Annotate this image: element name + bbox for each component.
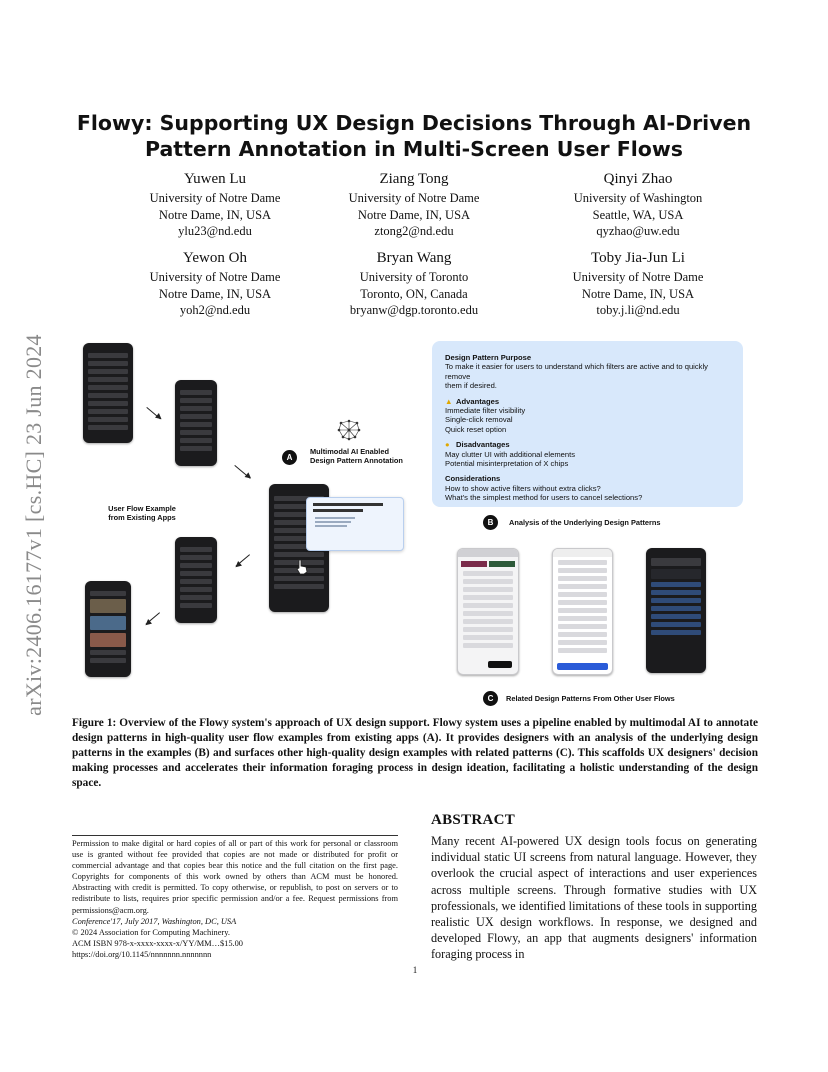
- user-flow-screenshot: [175, 537, 217, 623]
- abstract-heading: ABSTRACT: [431, 812, 516, 828]
- related-label: Related Design Patterns From Other User Flows: [506, 694, 675, 703]
- author-affiliation: University of Notre Dame: [149, 191, 281, 205]
- author-location: Toronto, ON, Canada: [360, 286, 468, 301]
- author-block: [100, 249, 330, 319]
- title-line-2: Pattern Annotation in Multi-Screen User Flows: [145, 137, 683, 161]
- author-affiliation: University of Notre Dame: [572, 270, 704, 284]
- author-location: Notre Dame, IN, USA: [357, 207, 471, 222]
- analysis-label: Analysis of the Underlying Design Patterns: [509, 518, 661, 527]
- author-affiliation: University of Washington: [573, 191, 703, 205]
- author-location: Notre Dame, IN, USA: [158, 286, 272, 301]
- author-location: Seattle, WA, USA: [592, 207, 684, 222]
- permission-footnote: [72, 838, 398, 960]
- author-email[interactable]: toby.j.li@nd.edu: [596, 303, 680, 317]
- figure-caption: Figure 1: Overview of the Flowy system's approach of UX design support. Flowy system uses a pipeline enabled by multimodal AI to annotate design patterns in high-quality user flow examples from existing apps (A). It provides designers with an analysis of the underlying design patterns in the examples (B) and surfaces other high-quality design examples with related patterns (C). This scaffolds UX designers' decision making processes and accelerates their information foraging process in design ideation, facilitating a holistic understanding of the design space.: [72, 717, 758, 789]
- author-email[interactable]: qyzhao@uw.edu: [596, 224, 680, 238]
- author-block: [100, 170, 330, 240]
- arxiv-side-identifier: arXiv:2406.16177v1 [cs.HC] 23 Jun 2024: [21, 334, 46, 716]
- author-email[interactable]: yoh2@nd.edu: [179, 303, 251, 317]
- considerations-heading: Considerations: [445, 474, 501, 484]
- advantage-item: Single-click removal: [445, 415, 513, 425]
- purpose-text: them if desired.: [445, 381, 497, 391]
- author-name: Qinyi Zhao: [603, 171, 673, 187]
- disadvantage-item: Potential misinterpretation of X chips: [445, 459, 569, 469]
- consideration-item: What's the simplest method for users to cancel selections?: [445, 493, 643, 503]
- related-badge-c: C: [483, 691, 498, 706]
- copyright-text: © 2024 Association for Computing Machinery.: [72, 927, 230, 937]
- author-name: Toby Jia-Jun Li: [591, 250, 685, 266]
- design-pattern-analysis-panel: [432, 341, 743, 507]
- purpose-text: To make it easier for users to understand which filters are active and to quickly remove: [445, 362, 708, 381]
- author-name: Yuwen Lu: [183, 171, 247, 187]
- user-flow-label: User Flow Example from Existing Apps: [108, 504, 176, 522]
- annotation-label: Multimodal AI Enabled Design Pattern Annotation: [310, 447, 403, 465]
- thumbs-up-icon: ▲: [445, 396, 453, 406]
- pointer-hand-icon: [295, 559, 309, 575]
- isbn-text: ACM ISBN 978-x-xxxx-xxxx-x/YY/MM…$15.00: [72, 938, 243, 948]
- conference-info: Conference'17, July 2017, Washington, DC, USA: [72, 916, 237, 926]
- advantage-item: Immediate filter visibility: [445, 406, 526, 416]
- author-affiliation: University of Notre Dame: [348, 191, 480, 205]
- related-example-screenshot: [646, 548, 706, 673]
- flow-arrow-icon: [236, 554, 250, 566]
- author-block: [523, 249, 753, 319]
- related-example-screenshot: [552, 548, 613, 675]
- neural-network-icon: [337, 419, 361, 441]
- teaser-figure: [72, 337, 758, 707]
- author-email[interactable]: ztong2@nd.edu: [374, 224, 454, 238]
- author-block: [299, 249, 529, 319]
- analysis-badge-b: B: [483, 515, 498, 530]
- author-name: Ziang Tong: [379, 171, 449, 187]
- author-location: Notre Dame, IN, USA: [158, 207, 272, 222]
- flow-arrow-icon: [146, 407, 160, 419]
- user-flow-screenshot: [175, 380, 217, 466]
- author-email[interactable]: bryanw@dgp.toronto.edu: [349, 303, 479, 317]
- author-name: Yewon Oh: [183, 250, 247, 266]
- flow-arrow-icon: [234, 465, 250, 479]
- author-affiliation: University of Toronto: [359, 270, 469, 284]
- author-location: Notre Dame, IN, USA: [581, 286, 695, 301]
- doi-link[interactable]: https://doi.org/10.1145/nnnnnnn.nnnnnnn: [72, 949, 212, 959]
- page-number: 1: [412, 965, 418, 975]
- user-flow-screenshot: [85, 581, 131, 677]
- author-affiliation: University of Notre Dame: [149, 270, 281, 284]
- related-example-screenshot: [457, 548, 519, 675]
- advantages-heading: Advantages: [456, 396, 500, 406]
- permission-text: Permission to make digital or hard copies of all or part of this work for personal or classroom use is granted without fee provided that copies are not made or distributed for profit or commercial advantage and that copies bear this notice and the full citation on the first page. Copyrights for components of this work owned by others than ACM must be honored. Abstracting with credit is permitted. To copy otherwise, or republish, to post on servers or to redistribute to lists, requires prior specific permission and/or a fee. Request permissions from permissions@acm.org.: [72, 839, 398, 915]
- paper-title: [60, 110, 768, 162]
- disadvantage-item: May clutter UI with additional elements: [445, 449, 575, 459]
- title-line-1: Flowy: Supporting UX Design Decisions Through AI-Driven: [76, 111, 752, 135]
- disadvantages-heading: Disadvantages: [456, 440, 510, 450]
- user-flow-screenshot: [83, 343, 133, 443]
- abstract-text: Many recent AI-powered UX design tools focus on generating individual static UI screens from natural language. However, they overlook the crucial aspect of interactions and user experiences across multiple screens. Through formative studies with UX professionals, we identified limitations of these tools in supporting realistic UX design workflows. In response, we designed and developed Flowy, an app that augments designers' information foraging process in: [431, 834, 757, 962]
- annotation-popover: [306, 497, 404, 551]
- author-block: [299, 170, 529, 240]
- warning-icon: ●: [445, 440, 450, 450]
- annotation-badge-a: A: [282, 450, 297, 465]
- footnote-divider: [72, 835, 398, 836]
- consideration-item: How to show active filters without extra clicks?: [445, 483, 601, 493]
- author-name: Bryan Wang: [376, 250, 452, 266]
- purpose-heading: Design Pattern Purpose: [445, 353, 532, 362]
- author-email[interactable]: ylu23@nd.edu: [178, 224, 252, 238]
- flow-arrow-icon: [146, 612, 160, 624]
- author-block: [523, 170, 753, 240]
- advantage-item: Quick reset option: [445, 424, 507, 434]
